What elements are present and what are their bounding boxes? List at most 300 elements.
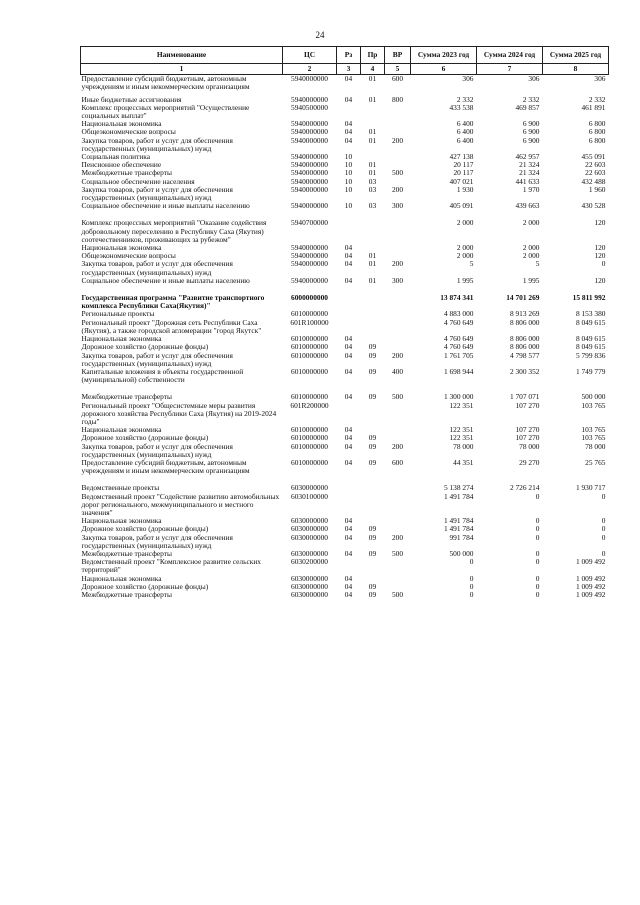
row-pr: 01 (368, 169, 377, 178)
row-cs: 5940000000 (291, 74, 328, 84)
row-sum-2024: 107 270 (515, 434, 540, 443)
row-sum-2023: 4 760 649 (443, 335, 474, 344)
row-rz (337, 294, 361, 310)
row-sum-2025: 1 930 717 (575, 484, 606, 493)
row-cs: 6030000000 (291, 582, 328, 591)
row-sum-2024: 4 798 577 (509, 351, 540, 360)
row-name: Национальная экономика (81, 517, 162, 526)
row-rz: 04 (344, 351, 353, 360)
row-name: Межбюджетные трансферты (81, 590, 172, 599)
row-sum-2023: 433 538 (449, 103, 474, 112)
row-vr (385, 335, 411, 343)
row-pr (361, 402, 385, 427)
table-row (81, 75, 609, 92)
table-row (81, 153, 609, 161)
row-vr (385, 178, 411, 186)
column-number: 8 (543, 64, 609, 75)
row-name: Межбюджетные трансферты (81, 169, 172, 178)
row-sum-2024: 8 806 000 (509, 335, 540, 344)
row-name: Национальная экономика (81, 426, 162, 435)
row-name: Комплекс процессных мероприятий "Осуществление социальных выплат" (81, 103, 250, 121)
row-pr (361, 426, 385, 434)
row-vr (385, 426, 411, 434)
row-name: Ведомственный проект "Комплексное развитие сельских территорий" (81, 558, 261, 575)
row-vr (385, 493, 411, 518)
row-rz: 04 (344, 367, 353, 376)
table-row (81, 219, 609, 244)
header-name: Наименование (81, 47, 283, 64)
table-row (81, 402, 609, 427)
row-sum-2024: 0 (535, 533, 540, 542)
table-row (81, 493, 609, 518)
row-cs: 6000000000 (291, 294, 328, 303)
row-sum-2023: 0 (469, 582, 474, 591)
row-name: Национальная экономика (81, 335, 162, 344)
row-rz: 04 (344, 582, 353, 591)
row-pr: 09 (368, 367, 377, 376)
row-rz: 04 (344, 276, 353, 285)
row-sum-2023: 4 883 000 (443, 310, 474, 319)
row-sum-2025: 103 765 (581, 426, 606, 435)
row-pr (361, 310, 385, 318)
table-row (81, 550, 609, 558)
table-row (81, 534, 609, 550)
row-sum-2024: 439 663 (515, 202, 540, 211)
table-row (81, 591, 609, 599)
row-vr (385, 319, 411, 335)
row-sum-2025: 430 528 (581, 202, 606, 211)
row-cs: 6030200000 (291, 558, 328, 567)
row-pr: 09 (368, 434, 377, 443)
table-row (81, 128, 609, 136)
row-pr: 09 (368, 590, 377, 599)
row-cs: 6030000000 (291, 590, 328, 599)
row-sum-2025: 120 (594, 276, 606, 285)
row-rz (337, 558, 361, 574)
row-pr: 09 (368, 343, 377, 352)
row-sum-2024: 21 324 (519, 169, 540, 178)
row-sum-2023: 306 (462, 74, 474, 84)
row-sum-2025: 500 000 (581, 393, 606, 402)
row-pr: 03 (368, 202, 377, 211)
row-pr: 09 (368, 525, 377, 534)
row-name: Общеэкономические вопросы (81, 128, 176, 137)
row-vr: 200 (391, 351, 404, 360)
row-name: Социальное обеспечение и иные выплаты населению (81, 202, 250, 211)
row-cs: 5940700000 (291, 219, 328, 228)
row-cs: 6010000000 (291, 351, 328, 360)
row-cs: 6030000000 (291, 525, 328, 534)
row-name: Межбюджетные трансферты (81, 549, 172, 558)
row-sum-2025: 1 960 (588, 185, 606, 194)
row-rz: 10 (344, 169, 353, 178)
row-pr: 01 (368, 276, 377, 285)
table-row (81, 137, 609, 153)
row-vr (385, 402, 411, 427)
row-sum-2025: 6 800 (588, 120, 606, 129)
row-vr: 400 (391, 367, 404, 376)
row-pr: 01 (368, 128, 377, 137)
row-rz (337, 319, 361, 335)
row-vr: 300 (391, 276, 404, 285)
row-cs: 5940000000 (291, 95, 328, 104)
row-sum-2023: 5 (469, 260, 474, 269)
table-row (81, 525, 609, 533)
row-name: Ведомственные проекты (81, 484, 160, 493)
row-sum-2023: 6 400 (456, 128, 474, 137)
row-sum-2025: 0 (601, 517, 606, 526)
row-sum-2024: 441 633 (515, 177, 540, 186)
row-cs: 5940000000 (291, 177, 328, 186)
row-sum-2023: 122 351 (449, 434, 474, 443)
row-pr: 09 (368, 533, 377, 542)
row-cs: 6030000000 (291, 574, 328, 583)
row-name: Предоставление субсидий бюджетным, автономным учреждениям и иным некоммерческим организациям (81, 74, 250, 92)
row-cs: 5940000000 (291, 260, 328, 269)
row-sum-2025: 22 603 (585, 161, 606, 170)
row-sum-2023: 1 491 784 (443, 525, 474, 534)
row-sum-2024: 0 (535, 549, 540, 558)
row-vr (385, 434, 411, 442)
row-vr (385, 252, 411, 260)
row-rz: 04 (344, 549, 353, 558)
row-pr (361, 558, 385, 574)
row-vr: 200 (391, 185, 404, 194)
row-vr: 300 (391, 202, 404, 211)
row-pr: 09 (368, 582, 377, 591)
table-row (81, 104, 609, 120)
row-vr (385, 104, 411, 120)
row-cs: 5940000000 (291, 276, 328, 285)
row-name: Государственная программа "Развитие транспортного комплекса Республики Саха(Якутия)" (81, 294, 265, 311)
row-sum-2025: 306 (594, 74, 606, 84)
row-cs: 6010000000 (291, 458, 328, 467)
row-cs: 6010000000 (291, 426, 328, 435)
header-row (81, 47, 609, 64)
row-vr: 800 (391, 95, 404, 104)
table-row (81, 575, 609, 583)
row-rz: 10 (344, 153, 353, 162)
row-sum-2023: 0 (469, 558, 474, 567)
row-sum-2024: 107 270 (515, 401, 540, 410)
table-row (81, 335, 609, 343)
row-rz: 04 (344, 434, 353, 443)
row-pr (361, 493, 385, 518)
row-name: Закупка товаров, работ и услуг для обеспечения государственных (муниципальных) нужд (81, 533, 233, 550)
row-sum-2023: 78 000 (453, 442, 474, 451)
row-cs: 6030000000 (291, 549, 328, 558)
row-sum-2024: 1 707 071 (509, 393, 540, 402)
row-sum-2024: 14 701 269 (506, 294, 540, 303)
row-sum-2025: 8 049 615 (575, 335, 606, 344)
row-name: Пенсионное обеспечение (81, 161, 162, 170)
row-spacer (81, 475, 609, 484)
row-sum-2023: 4 760 649 (443, 318, 474, 327)
row-name: Дорожное хозяйство (дорожные фонды) (81, 525, 209, 534)
row-cs: 6030000000 (291, 533, 328, 542)
row-sum-2024: 0 (535, 574, 540, 583)
row-rz (337, 310, 361, 318)
row-sum-2025: 461 891 (581, 103, 606, 112)
row-rz: 04 (344, 343, 353, 352)
table-row (81, 120, 609, 128)
row-vr: 500 (391, 393, 404, 402)
row-sum-2025: 1 009 492 (575, 558, 606, 567)
row-sum-2025: 120 (594, 244, 606, 253)
row-sum-2025: 5 799 836 (575, 351, 606, 360)
column-number: 4 (361, 64, 385, 75)
table-row (81, 583, 609, 591)
row-sum-2024: 6 900 (522, 136, 540, 145)
row-sum-2025: 455 091 (581, 153, 606, 162)
row-cs: 601R200000 (290, 401, 329, 410)
row-sum-2024: 2 000 (522, 219, 540, 228)
row-name: Социальное обеспечение и иные выплаты населению (81, 276, 250, 285)
row-cs: 6030000000 (291, 484, 328, 493)
table-row (81, 178, 609, 186)
row-sum-2023: 2 000 (456, 219, 474, 228)
row-name: Социальное обеспечение населения (81, 177, 195, 186)
row-rz: 10 (344, 161, 353, 170)
row-sum-2023: 1 930 (456, 185, 474, 194)
row-pr: 09 (368, 351, 377, 360)
row-sum-2024: 0 (535, 517, 540, 526)
row-sum-2023: 13 874 341 (440, 294, 474, 303)
row-vr: 600 (391, 458, 404, 467)
table-row (81, 244, 609, 252)
row-vr (385, 219, 411, 244)
row-sum-2025: 0 (601, 260, 606, 269)
row-name: Региональный проект "Дорожная сеть Республики Саха (Якутия), а также городской агломерации "город Якутск" (81, 318, 262, 335)
row-pr: 01 (368, 95, 377, 104)
row-sum-2024: 21 324 (519, 161, 540, 170)
row-name: Ведомственный проект "Содействие развитию автомобильных дорог регионального, межмуниципального и местного значения" (81, 492, 280, 517)
row-sum-2025: 103 765 (581, 401, 606, 410)
table-row (81, 393, 609, 401)
row-cs: 5940000000 (291, 161, 328, 170)
row-sum-2025: 22 603 (585, 169, 606, 178)
row-pr: 01 (368, 161, 377, 170)
row-rz: 04 (344, 128, 353, 137)
row-sum-2024: 0 (535, 525, 540, 534)
row-sum-2024: 8 806 000 (509, 318, 540, 327)
row-sum-2023: 500 000 (449, 549, 474, 558)
row-name: Капитальные вложения в объекты государственной (муниципальной) собственности (81, 367, 244, 385)
row-sum-2023: 1 698 944 (443, 367, 474, 376)
row-vr: 200 (391, 136, 404, 145)
row-spacer (81, 210, 609, 219)
table-row (81, 426, 609, 434)
row-rz: 04 (344, 517, 353, 526)
row-sum-2025: 1 749 779 (575, 367, 606, 376)
row-pr: 03 (368, 185, 377, 194)
header-sum-2024: Сумма 2024 год (477, 47, 543, 64)
row-pr (361, 153, 385, 161)
column-number: 3 (337, 64, 361, 75)
row-rz (337, 104, 361, 120)
row-vr (385, 153, 411, 161)
row-sum-2025: 0 (601, 492, 606, 501)
row-vr: 200 (391, 260, 404, 269)
row-name: Закупка товаров, работ и услуг для обеспечения государственных (муниципальных) нужд (81, 442, 233, 459)
row-sum-2024: 2 000 (522, 252, 540, 261)
row-vr (385, 294, 411, 310)
row-pr: 01 (368, 74, 377, 84)
row-sum-2024: 2 300 352 (509, 367, 540, 376)
budget-table (80, 46, 609, 599)
row-cs: 601R100000 (290, 318, 329, 327)
row-sum-2024: 6 900 (522, 128, 540, 137)
row-rz (337, 402, 361, 427)
table-row (81, 96, 609, 104)
row-rz: 04 (344, 442, 353, 451)
row-sum-2024: 306 (528, 74, 540, 84)
row-sum-2025: 0 (601, 549, 606, 558)
row-sum-2023: 2 000 (456, 252, 474, 261)
row-vr (385, 120, 411, 128)
row-rz (337, 484, 361, 492)
row-sum-2023: 122 351 (449, 426, 474, 435)
row-pr (361, 575, 385, 583)
header-pr: Пр (361, 47, 385, 64)
row-sum-2025: 103 765 (581, 434, 606, 443)
row-sum-2025: 78 000 (585, 442, 606, 451)
row-vr (385, 575, 411, 583)
column-number: 5 (385, 64, 411, 75)
row-pr (361, 244, 385, 252)
row-name: Комплекс процессных мероприятий "Оказание содействия добровольному переселению в Республику Саха (Якутия) соотечественников, проживающих за рубежом" (81, 219, 267, 244)
table-row (81, 484, 609, 492)
row-cs: 5940000000 (291, 169, 328, 178)
row-vr (385, 517, 411, 525)
table-row (81, 294, 609, 310)
row-name: Социальная политика (81, 153, 151, 162)
row-rz (337, 493, 361, 518)
row-sum-2025: 8 153 380 (575, 310, 606, 319)
table-row (81, 319, 609, 335)
spacer-cell (81, 210, 609, 219)
row-sum-2025: 8 049 615 (575, 318, 606, 327)
row-vr (385, 244, 411, 252)
row-cs: 6010000000 (291, 434, 328, 443)
row-pr: 01 (368, 260, 377, 269)
table-row (81, 186, 609, 202)
row-sum-2023: 407 021 (449, 177, 474, 186)
row-vr (385, 525, 411, 533)
table-row (81, 459, 609, 475)
row-sum-2023: 6 400 (456, 120, 474, 129)
row-vr: 500 (391, 549, 404, 558)
row-sum-2023: 0 (469, 590, 474, 599)
table-body (81, 75, 609, 599)
row-rz: 04 (344, 525, 353, 534)
row-sum-2025: 120 (594, 252, 606, 261)
row-pr (361, 219, 385, 244)
row-sum-2024: 0 (535, 492, 540, 501)
row-vr (385, 343, 411, 351)
row-sum-2024: 0 (535, 590, 540, 599)
row-name: Общеэкономические вопросы (81, 252, 176, 261)
row-pr: 09 (368, 549, 377, 558)
row-sum-2023: 1 761 705 (443, 351, 474, 360)
column-number: 2 (283, 64, 337, 75)
row-vr (385, 128, 411, 136)
table-row (81, 558, 609, 574)
spacer-cell (81, 475, 609, 484)
table-row (81, 434, 609, 442)
row-sum-2025: 25 765 (585, 458, 606, 467)
row-sum-2024: 2 726 214 (509, 484, 540, 493)
row-name: Закупка товаров, работ и услуг для обеспечения государственных (муниципальных) нужд (81, 136, 233, 153)
row-sum-2023: 1 995 (456, 276, 474, 285)
column-number-row (81, 64, 609, 75)
row-vr (385, 161, 411, 169)
row-sum-2025: 1 009 492 (575, 590, 606, 599)
row-rz: 04 (344, 458, 353, 467)
row-vr (385, 484, 411, 492)
row-rz: 10 (344, 202, 353, 211)
header-vr: ВР (385, 47, 411, 64)
row-sum-2023: 2 332 (456, 95, 474, 104)
table-row (81, 352, 609, 368)
row-name: Дорожное хозяйство (дорожные фонды) (81, 434, 209, 443)
row-sum-2024: 5 (535, 260, 540, 269)
row-vr (385, 583, 411, 591)
row-sum-2024: 1 970 (522, 185, 540, 194)
table-row (81, 277, 609, 285)
row-sum-2023: 5 138 274 (443, 484, 474, 493)
row-cs: 6030000000 (291, 517, 328, 526)
row-sum-2023: 427 138 (449, 153, 474, 162)
row-sum-2024: 0 (535, 582, 540, 591)
column-number: 7 (477, 64, 543, 75)
row-sum-2025: 6 800 (588, 136, 606, 145)
table-row (81, 343, 609, 351)
row-vr: 200 (391, 533, 404, 542)
page-number: 24 (315, 30, 325, 40)
row-sum-2025: 6 800 (588, 128, 606, 137)
row-cs: 5940000000 (291, 128, 328, 137)
row-sum-2024: 2 332 (522, 95, 540, 104)
row-name: Межбюджетные трансферты (81, 393, 172, 402)
row-sum-2024: 6 900 (522, 120, 540, 129)
row-sum-2023: 20 117 (453, 169, 474, 178)
row-cs: 6010000000 (291, 442, 328, 451)
row-pr: 09 (368, 442, 377, 451)
row-rz: 04 (344, 426, 353, 435)
row-sum-2025: 1 009 492 (575, 582, 606, 591)
row-pr: 09 (368, 458, 377, 467)
row-cs: 5940000000 (291, 185, 328, 194)
row-rz: 04 (344, 335, 353, 344)
row-sum-2025: 120 (594, 219, 606, 228)
table-row (81, 252, 609, 260)
table-row (81, 443, 609, 459)
row-cs: 5940500000 (291, 103, 328, 112)
row-cs: 5940000000 (291, 120, 328, 129)
spacer-cell (81, 285, 609, 294)
row-sum-2023: 2 000 (456, 244, 474, 253)
row-vr: 500 (391, 169, 404, 178)
row-sum-2024: 8 806 000 (509, 343, 540, 352)
row-cs: 6010000000 (291, 367, 328, 376)
row-cs: 6010000000 (291, 343, 328, 352)
row-pr (361, 104, 385, 120)
row-sum-2025: 2 332 (588, 95, 606, 104)
spacer-cell (81, 384, 609, 393)
row-rz: 10 (344, 185, 353, 194)
row-vr: 200 (391, 442, 404, 451)
